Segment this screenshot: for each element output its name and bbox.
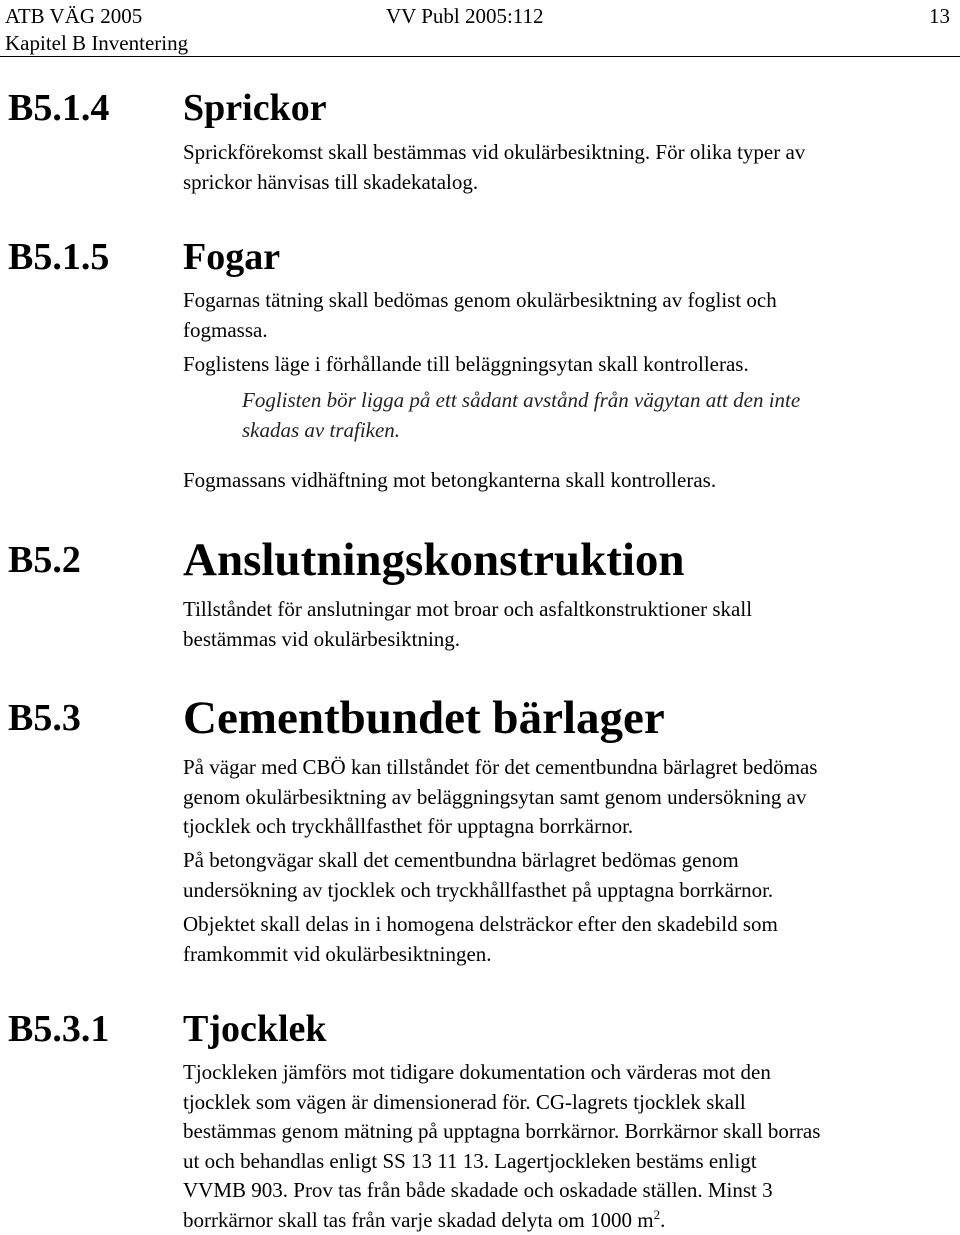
paragraph-line: Fogmassans vidhäftning mot betongkanterna skall kontrolleras. [183, 466, 953, 496]
paragraph [183, 846, 953, 905]
section-title: Anslutningskonstruktion [183, 533, 685, 587]
paragraph-line: Fogarnas tätning skall bedömas genom okulärbesiktning av foglist och [183, 286, 953, 316]
paragraph-line: skadas av trafiken. [242, 416, 960, 446]
paragraph-line: tjocklek och tryckhållfasthet för upptagna borrkärnor. [183, 812, 953, 842]
section-title: Tjocklek [183, 1007, 327, 1051]
paragraph [183, 466, 953, 496]
paragraph-line: VVMB 903. Prov tas från både skadade och oskadade ställen. Minst 3 [183, 1176, 953, 1206]
section-title: Sprickor [183, 86, 327, 130]
paragraph [183, 138, 953, 197]
header-rule [0, 56, 960, 57]
line-end: . [660, 1208, 665, 1232]
paragraph-line: ut och behandlas enligt SS 13 11 13. Lagertjockleken bestäms enligt [183, 1147, 953, 1177]
paragraph-line: bestämmas vid okulärbesiktning. [183, 625, 953, 655]
section-title: Fogar [183, 235, 280, 279]
paragraph [183, 910, 953, 969]
line-text: borrkärnor skall tas från varje skadad delyta om 1000 m [183, 1208, 654, 1232]
paragraph-line: fogmassa. [183, 316, 953, 346]
paragraph-line: tjocklek som vägen är dimensionerad för. CG-lagrets tjocklek skall [183, 1088, 953, 1118]
superscript: 2 [654, 1207, 661, 1222]
paragraph [183, 595, 953, 654]
section-number: B5.3.1 [8, 1007, 109, 1051]
paragraph-line: Sprickförekomst skall bestämmas vid okulärbesiktning. För olika typer av [183, 138, 953, 168]
document-title: ATB VÄG 2005 [5, 4, 142, 28]
paragraph-line: framkommit vid okulärbesiktningen. [183, 940, 953, 970]
publication-number: VV Publ 2005:112 [386, 4, 544, 28]
paragraph [183, 286, 953, 345]
paragraph-line: På betongvägar skall det cementbundna bärlagret bedömas genom [183, 846, 953, 876]
paragraph-line: sprickor hänvisas till skadekatalog. [183, 168, 953, 198]
note-paragraph [242, 386, 960, 445]
paragraph [183, 1058, 953, 1235]
section-title: Cementbundet bärlager [183, 691, 665, 745]
paragraph-line: undersökning av tjocklek och tryckhållfasthet på upptagna borrkärnor. [183, 876, 953, 906]
paragraph-line: Tillståndet för anslutningar mot broar och asfaltkonstruktioner skall [183, 595, 953, 625]
paragraph [183, 350, 953, 380]
paragraph-last-line [183, 1206, 953, 1235]
paragraph [183, 753, 953, 842]
paragraph-line: På vägar med CBÖ kan tillståndet för det cementbundna bärlagret bedömas [183, 753, 953, 783]
paragraph-line: Tjockleken jämförs mot tidigare dokumentation och värderas mot den [183, 1058, 953, 1088]
section-number: B5.3 [8, 696, 81, 740]
paragraph-line: Foglistens läge i förhållande till beläggningsytan skall kontrolleras. [183, 350, 953, 380]
section-number: B5.1.5 [8, 235, 109, 279]
section-number: B5.1.4 [8, 86, 109, 130]
paragraph-line: genom okulärbesiktning av beläggningsytan samt genom undersökning av [183, 783, 953, 813]
chapter-title: Kapitel B Inventering [5, 31, 188, 55]
paragraph-line: Foglisten bör ligga på ett sådant avstånd från vägytan att den inte [242, 386, 960, 416]
section-number: B5.2 [8, 538, 81, 582]
paragraph-line: Objektet skall delas in i homogena delsträckor efter den skadebild som [183, 910, 953, 940]
page-number: 13 [929, 4, 950, 28]
paragraph-line: bestämmas genom mätning på upptagna borrkärnor. Borrkärnor skall borras [183, 1117, 953, 1147]
